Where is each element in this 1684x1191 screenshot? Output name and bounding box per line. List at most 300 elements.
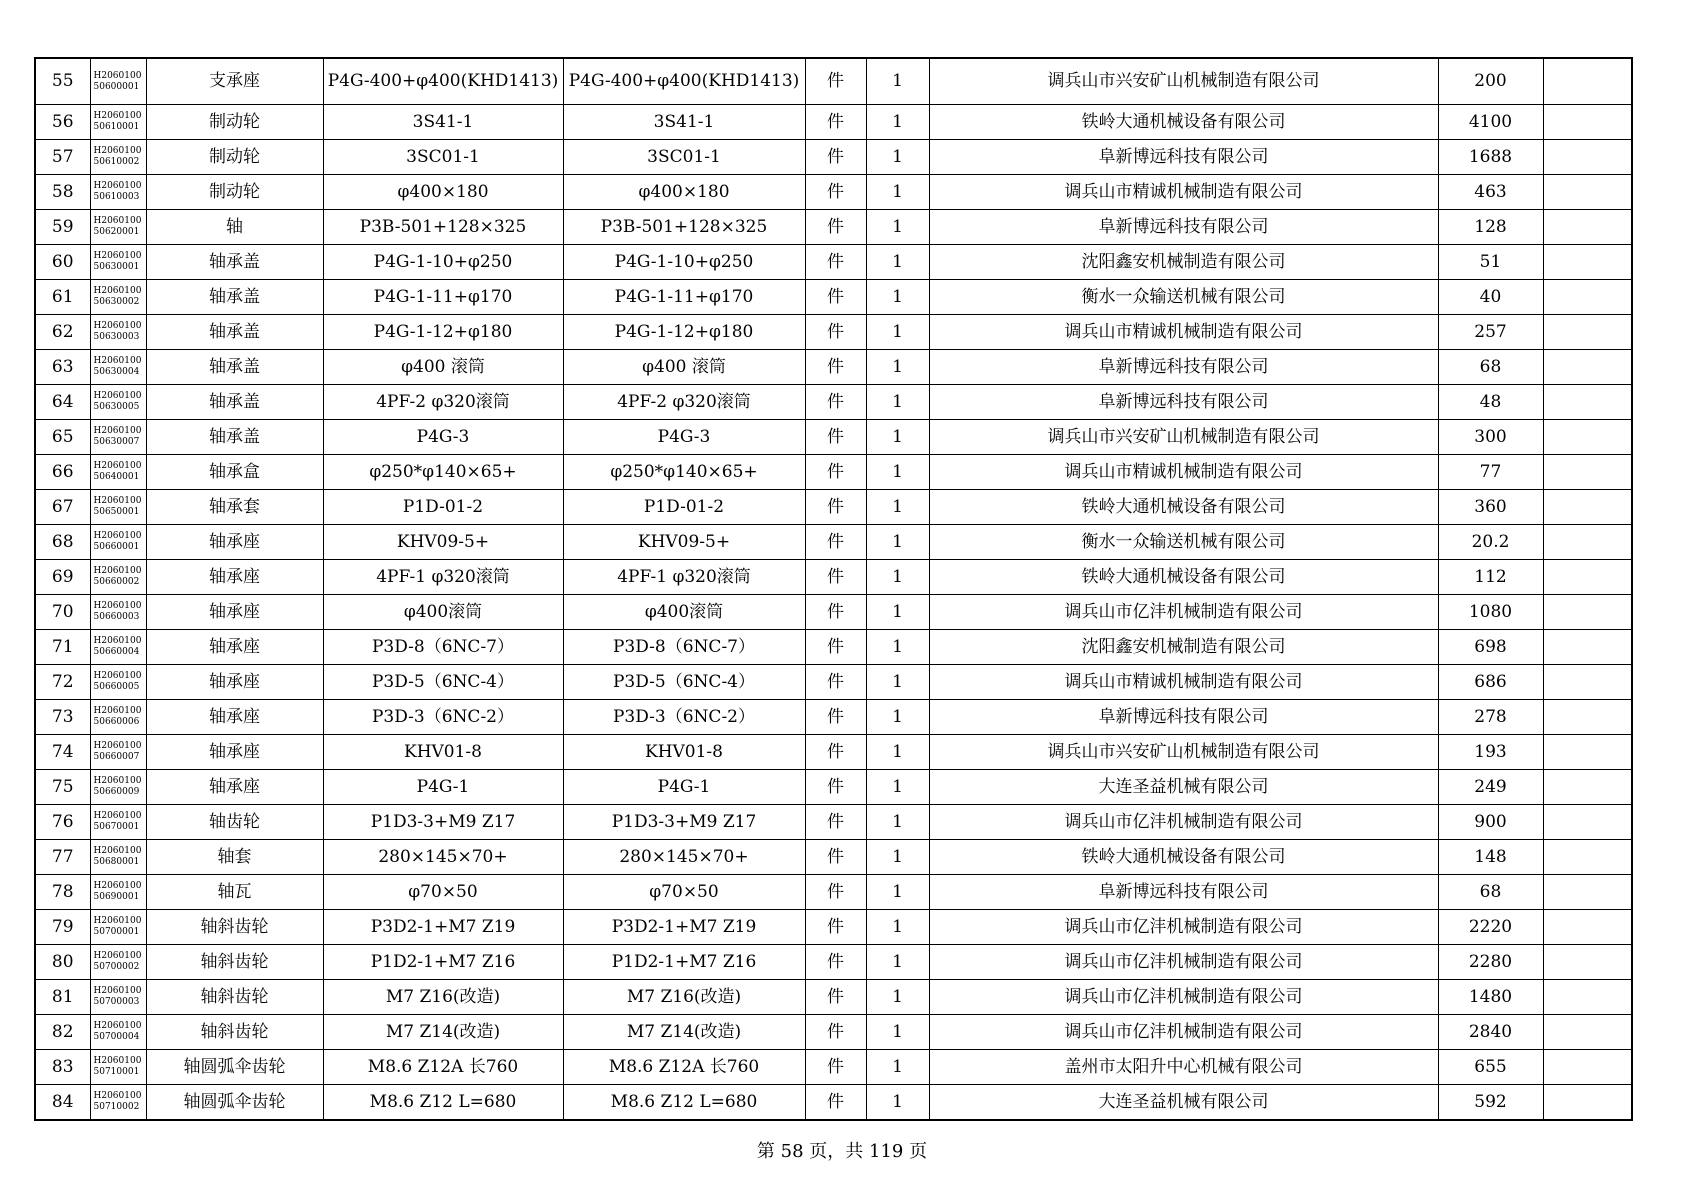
unit-cell: 件 bbox=[805, 1015, 866, 1050]
table-row bbox=[35, 140, 1632, 175]
supplier-cell: 盖州市太阳升中心机械有限公司 bbox=[929, 1050, 1438, 1085]
material-code-line: 50650001 bbox=[93, 507, 140, 517]
supplier-cell: 铁岭大通机械设备有限公司 bbox=[929, 105, 1438, 140]
unit-cell: 件 bbox=[805, 735, 866, 770]
model-cell: φ250*φ140×65+ bbox=[563, 455, 805, 490]
quantity-cell: 1 bbox=[866, 455, 929, 490]
quantity-cell: 1 bbox=[866, 1085, 929, 1121]
material-code-cell bbox=[90, 770, 146, 805]
specification-cell: 4PF-2 φ320滚筒 bbox=[323, 385, 563, 420]
table-row bbox=[35, 245, 1632, 280]
unit-cell: 件 bbox=[805, 700, 866, 735]
supplier-cell: 衡水一众输送机械有限公司 bbox=[929, 525, 1438, 560]
quantity-cell: 1 bbox=[866, 560, 929, 595]
supplier-cell: 调兵山市亿沣机械制造有限公司 bbox=[929, 1015, 1438, 1050]
table-row bbox=[35, 525, 1632, 560]
material-code-cell bbox=[90, 840, 146, 875]
unit-cell: 件 bbox=[805, 560, 866, 595]
supplier-cell: 调兵山市精诚机械制造有限公司 bbox=[929, 455, 1438, 490]
item-name-cell: 轴斜齿轮 bbox=[146, 945, 323, 980]
item-name-cell: 轴斜齿轮 bbox=[146, 1015, 323, 1050]
model-cell: P1D2-1+M7 Z16 bbox=[563, 945, 805, 980]
quantity-cell: 1 bbox=[866, 700, 929, 735]
supplier-cell: 调兵山市精诚机械制造有限公司 bbox=[929, 175, 1438, 210]
item-name-cell: 轴承套 bbox=[146, 490, 323, 525]
row-number-cell: 59 bbox=[35, 210, 90, 245]
remark-cell bbox=[1543, 1085, 1632, 1121]
price-cell: 1480 bbox=[1438, 980, 1543, 1015]
model-cell: 4PF-1 φ320滚筒 bbox=[563, 560, 805, 595]
unit-cell: 件 bbox=[805, 58, 866, 105]
price-cell: 20.2 bbox=[1438, 525, 1543, 560]
supplier-cell: 调兵山市兴安矿山机械制造有限公司 bbox=[929, 58, 1438, 105]
table-row bbox=[35, 455, 1632, 490]
unit-cell: 件 bbox=[805, 910, 866, 945]
item-name-cell: 轴套 bbox=[146, 840, 323, 875]
material-code-cell bbox=[90, 1050, 146, 1085]
row-number-cell: 79 bbox=[35, 910, 90, 945]
model-cell: P4G-1-10+φ250 bbox=[563, 245, 805, 280]
material-code-line: 50640001 bbox=[93, 472, 140, 482]
remark-cell bbox=[1543, 910, 1632, 945]
quantity-cell: 1 bbox=[866, 490, 929, 525]
price-cell: 148 bbox=[1438, 840, 1543, 875]
row-number-cell: 55 bbox=[35, 58, 90, 105]
material-code-line: H2060100 bbox=[93, 671, 142, 681]
remark-cell bbox=[1543, 455, 1632, 490]
remark-cell bbox=[1543, 560, 1632, 595]
unit-cell: 件 bbox=[805, 245, 866, 280]
supplier-cell: 阜新博远科技有限公司 bbox=[929, 350, 1438, 385]
material-code-line: H2060100 bbox=[93, 531, 142, 541]
remark-cell bbox=[1543, 980, 1632, 1015]
quantity-cell: 1 bbox=[866, 525, 929, 560]
item-name-cell: 轴承盖 bbox=[146, 385, 323, 420]
quantity-cell: 1 bbox=[866, 595, 929, 630]
unit-cell: 件 bbox=[805, 420, 866, 455]
specification-cell: 280×145×70+ bbox=[323, 840, 563, 875]
table-row bbox=[35, 1015, 1632, 1050]
row-number-cell: 76 bbox=[35, 805, 90, 840]
material-code-line: H2060100 bbox=[93, 986, 142, 996]
table-row bbox=[35, 315, 1632, 350]
quantity-cell: 1 bbox=[866, 735, 929, 770]
material-code-line: 50670001 bbox=[93, 822, 140, 832]
row-number-cell: 74 bbox=[35, 735, 90, 770]
table-body bbox=[35, 58, 1632, 1120]
item-name-cell: 轴承盒 bbox=[146, 455, 323, 490]
material-code-line: 50660002 bbox=[93, 577, 140, 587]
quantity-cell: 1 bbox=[866, 805, 929, 840]
material-code-cell bbox=[90, 945, 146, 980]
remark-cell bbox=[1543, 210, 1632, 245]
remark-cell bbox=[1543, 385, 1632, 420]
supplier-cell: 铁岭大通机械设备有限公司 bbox=[929, 560, 1438, 595]
item-name-cell: 轴承盖 bbox=[146, 280, 323, 315]
supplier-cell: 沈阳鑫安机械制造有限公司 bbox=[929, 630, 1438, 665]
material-code-line: H2060100 bbox=[93, 916, 142, 926]
quantity-cell: 1 bbox=[866, 105, 929, 140]
quantity-cell: 1 bbox=[866, 315, 929, 350]
specification-cell: P4G-1-12+φ180 bbox=[323, 315, 563, 350]
remark-cell bbox=[1543, 945, 1632, 980]
specification-cell: P4G-1-11+φ170 bbox=[323, 280, 563, 315]
table-row bbox=[35, 1050, 1632, 1085]
price-cell: 900 bbox=[1438, 805, 1543, 840]
specification-cell: 3SC01-1 bbox=[323, 140, 563, 175]
remark-cell bbox=[1543, 175, 1632, 210]
table-row bbox=[35, 385, 1632, 420]
row-number-cell: 68 bbox=[35, 525, 90, 560]
specification-cell: φ250*φ140×65+ bbox=[323, 455, 563, 490]
price-cell: 257 bbox=[1438, 315, 1543, 350]
quantity-cell: 1 bbox=[866, 385, 929, 420]
quantity-cell: 1 bbox=[866, 770, 929, 805]
price-cell: 77 bbox=[1438, 455, 1543, 490]
price-cell: 68 bbox=[1438, 875, 1543, 910]
specification-cell: M7 Z14(改造) bbox=[323, 1015, 563, 1050]
remark-cell bbox=[1543, 665, 1632, 700]
page-footer: 第 58 页，共 119 页 bbox=[756, 1141, 928, 1162]
row-number-cell: 77 bbox=[35, 840, 90, 875]
quantity-cell: 1 bbox=[866, 665, 929, 700]
table-row bbox=[35, 210, 1632, 245]
supplier-cell: 调兵山市亿沣机械制造有限公司 bbox=[929, 910, 1438, 945]
material-code-line: 50630005 bbox=[93, 402, 140, 412]
model-cell: P3B-501+128×325 bbox=[563, 210, 805, 245]
supplier-cell: 调兵山市亿沣机械制造有限公司 bbox=[929, 980, 1438, 1015]
material-code-cell bbox=[90, 455, 146, 490]
material-code-line: H2060100 bbox=[93, 461, 142, 471]
remark-cell bbox=[1543, 1015, 1632, 1050]
remark-cell bbox=[1543, 280, 1632, 315]
quantity-cell: 1 bbox=[866, 630, 929, 665]
material-code-line: H2060100 bbox=[93, 741, 142, 751]
row-number-cell: 71 bbox=[35, 630, 90, 665]
unit-cell: 件 bbox=[805, 980, 866, 1015]
unit-cell: 件 bbox=[805, 595, 866, 630]
item-name-cell: 制动轮 bbox=[146, 105, 323, 140]
row-number-cell: 67 bbox=[35, 490, 90, 525]
material-code-cell bbox=[90, 58, 146, 105]
material-code-cell bbox=[90, 385, 146, 420]
table-row bbox=[35, 560, 1632, 595]
remark-cell bbox=[1543, 58, 1632, 105]
supplier-cell: 沈阳鑫安机械制造有限公司 bbox=[929, 245, 1438, 280]
model-cell: φ70×50 bbox=[563, 875, 805, 910]
specification-cell: P1D2-1+M7 Z16 bbox=[323, 945, 563, 980]
material-code-line: H2060100 bbox=[93, 356, 142, 366]
specification-cell: M7 Z16(改造) bbox=[323, 980, 563, 1015]
unit-cell: 件 bbox=[805, 665, 866, 700]
specification-cell: φ400滚筒 bbox=[323, 595, 563, 630]
material-code-line: H2060100 bbox=[93, 496, 142, 506]
material-code-line: 50630007 bbox=[93, 437, 140, 447]
specification-cell: P4G-1 bbox=[323, 770, 563, 805]
row-number-cell: 65 bbox=[35, 420, 90, 455]
supplier-cell: 铁岭大通机械设备有限公司 bbox=[929, 490, 1438, 525]
row-number-cell: 84 bbox=[35, 1085, 90, 1121]
row-number-cell: 63 bbox=[35, 350, 90, 385]
material-code-line: H2060100 bbox=[93, 391, 142, 401]
material-code-cell bbox=[90, 630, 146, 665]
price-cell: 686 bbox=[1438, 665, 1543, 700]
model-cell: φ400滚筒 bbox=[563, 595, 805, 630]
model-cell: P4G-400+φ400(KHD1413) bbox=[563, 58, 805, 105]
specification-cell: P1D3-3+M9 Z17 bbox=[323, 805, 563, 840]
material-code-line: H2060100 bbox=[93, 706, 142, 716]
material-code-line: 50610003 bbox=[93, 192, 140, 202]
row-number-cell: 82 bbox=[35, 1015, 90, 1050]
specification-cell: φ70×50 bbox=[323, 875, 563, 910]
item-name-cell: 轴承座 bbox=[146, 595, 323, 630]
quantity-cell: 1 bbox=[866, 245, 929, 280]
material-code-line: H2060100 bbox=[93, 70, 142, 81]
quantity-cell: 1 bbox=[866, 420, 929, 455]
table-row bbox=[35, 665, 1632, 700]
material-code-line: H2060100 bbox=[93, 1056, 142, 1066]
price-cell: 698 bbox=[1438, 630, 1543, 665]
material-code-cell bbox=[90, 980, 146, 1015]
material-code-line: 50680001 bbox=[93, 857, 140, 867]
specification-cell: P3D-8（6NC-7） bbox=[323, 630, 563, 665]
row-number-cell: 78 bbox=[35, 875, 90, 910]
item-name-cell: 轴承座 bbox=[146, 770, 323, 805]
item-name-cell: 轴斜齿轮 bbox=[146, 910, 323, 945]
material-code-line: H2060100 bbox=[93, 1021, 142, 1031]
quantity-cell: 1 bbox=[866, 945, 929, 980]
material-code-line: H2060100 bbox=[93, 846, 142, 856]
item-name-cell: 轴承盖 bbox=[146, 420, 323, 455]
table-row bbox=[35, 700, 1632, 735]
price-cell: 200 bbox=[1438, 58, 1543, 105]
model-cell: P1D-01-2 bbox=[563, 490, 805, 525]
quantity-cell: 1 bbox=[866, 175, 929, 210]
row-number-cell: 70 bbox=[35, 595, 90, 630]
unit-cell: 件 bbox=[805, 350, 866, 385]
material-code-cell bbox=[90, 175, 146, 210]
specification-cell: φ400×180 bbox=[323, 175, 563, 210]
unit-cell: 件 bbox=[805, 455, 866, 490]
supplier-cell: 大连圣益机械有限公司 bbox=[929, 770, 1438, 805]
remark-cell bbox=[1543, 840, 1632, 875]
supplier-cell: 阜新博远科技有限公司 bbox=[929, 210, 1438, 245]
row-number-cell: 80 bbox=[35, 945, 90, 980]
material-code-line: 50700003 bbox=[93, 997, 140, 1007]
remark-cell bbox=[1543, 420, 1632, 455]
unit-cell: 件 bbox=[805, 1050, 866, 1085]
price-cell: 193 bbox=[1438, 735, 1543, 770]
model-cell: P1D3-3+M9 Z17 bbox=[563, 805, 805, 840]
table-row bbox=[35, 980, 1632, 1015]
material-code-line: 50660005 bbox=[93, 682, 140, 692]
remark-cell bbox=[1543, 140, 1632, 175]
specification-cell: P3B-501+128×325 bbox=[323, 210, 563, 245]
quantity-cell: 1 bbox=[866, 1050, 929, 1085]
specification-cell: P1D-01-2 bbox=[323, 490, 563, 525]
unit-cell: 件 bbox=[805, 630, 866, 665]
material-code-line: H2060100 bbox=[93, 601, 142, 611]
row-number-cell: 57 bbox=[35, 140, 90, 175]
model-cell: P3D-5（6NC-4） bbox=[563, 665, 805, 700]
model-cell: P4G-1-11+φ170 bbox=[563, 280, 805, 315]
material-code-cell bbox=[90, 910, 146, 945]
material-code-line: 50660004 bbox=[93, 647, 140, 657]
price-cell: 278 bbox=[1438, 700, 1543, 735]
material-code-cell bbox=[90, 420, 146, 455]
specification-cell: KHV01-8 bbox=[323, 735, 563, 770]
unit-cell: 件 bbox=[805, 385, 866, 420]
table-row bbox=[35, 175, 1632, 210]
supplier-cell: 阜新博远科技有限公司 bbox=[929, 700, 1438, 735]
supplier-cell: 调兵山市兴安矿山机械制造有限公司 bbox=[929, 420, 1438, 455]
material-code-line: 50700002 bbox=[93, 962, 140, 972]
table-row bbox=[35, 595, 1632, 630]
quantity-cell: 1 bbox=[866, 910, 929, 945]
material-code-line: H2060100 bbox=[93, 111, 142, 121]
specification-cell: KHV09-5+ bbox=[323, 525, 563, 560]
table-row bbox=[35, 280, 1632, 315]
supplier-cell: 阜新博远科技有限公司 bbox=[929, 385, 1438, 420]
model-cell: 3S41-1 bbox=[563, 105, 805, 140]
table-row bbox=[35, 420, 1632, 455]
unit-cell: 件 bbox=[805, 770, 866, 805]
price-cell: 1688 bbox=[1438, 140, 1543, 175]
material-code-cell bbox=[90, 700, 146, 735]
table-row bbox=[35, 875, 1632, 910]
quantity-cell: 1 bbox=[866, 840, 929, 875]
unit-cell: 件 bbox=[805, 840, 866, 875]
row-number-cell: 83 bbox=[35, 1050, 90, 1085]
price-cell: 360 bbox=[1438, 490, 1543, 525]
price-cell: 2840 bbox=[1438, 1015, 1543, 1050]
material-code-line: H2060100 bbox=[93, 566, 142, 576]
material-code-line: 50630003 bbox=[93, 332, 140, 342]
row-number-cell: 72 bbox=[35, 665, 90, 700]
material-code-cell bbox=[90, 595, 146, 630]
material-code-line: 50630004 bbox=[93, 367, 140, 377]
remark-cell bbox=[1543, 105, 1632, 140]
price-cell: 249 bbox=[1438, 770, 1543, 805]
unit-cell: 件 bbox=[805, 875, 866, 910]
unit-cell: 件 bbox=[805, 105, 866, 140]
item-name-cell: 轴圆弧伞齿轮 bbox=[146, 1050, 323, 1085]
material-code-line: H2060100 bbox=[93, 881, 142, 891]
row-number-cell: 64 bbox=[35, 385, 90, 420]
table-row bbox=[35, 840, 1632, 875]
price-cell: 463 bbox=[1438, 175, 1543, 210]
row-number-cell: 58 bbox=[35, 175, 90, 210]
model-cell: 4PF-2 φ320滚筒 bbox=[563, 385, 805, 420]
material-code-line: 50710002 bbox=[93, 1102, 140, 1112]
item-name-cell: 制动轮 bbox=[146, 175, 323, 210]
material-code-line: 50660006 bbox=[93, 717, 140, 727]
price-cell: 655 bbox=[1438, 1050, 1543, 1085]
specification-cell: P4G-1-10+φ250 bbox=[323, 245, 563, 280]
remark-cell bbox=[1543, 595, 1632, 630]
quantity-cell: 1 bbox=[866, 875, 929, 910]
material-code-cell bbox=[90, 875, 146, 910]
supplier-cell: 调兵山市亿沣机械制造有限公司 bbox=[929, 945, 1438, 980]
remark-cell bbox=[1543, 315, 1632, 350]
unit-cell: 件 bbox=[805, 945, 866, 980]
material-code-line: 50710001 bbox=[93, 1067, 140, 1077]
specification-cell: φ400 滚筒 bbox=[323, 350, 563, 385]
material-code-line: H2060100 bbox=[93, 181, 142, 191]
item-name-cell: 轴承座 bbox=[146, 525, 323, 560]
material-code-line: 50630002 bbox=[93, 297, 140, 307]
specification-cell: 4PF-1 φ320滚筒 bbox=[323, 560, 563, 595]
material-code-line: 50700001 bbox=[93, 927, 140, 937]
quantity-cell: 1 bbox=[866, 350, 929, 385]
item-name-cell: 轴斜齿轮 bbox=[146, 980, 323, 1015]
quantity-cell: 1 bbox=[866, 1015, 929, 1050]
unit-cell: 件 bbox=[805, 280, 866, 315]
price-cell: 1080 bbox=[1438, 595, 1543, 630]
material-code-line: H2060100 bbox=[93, 1091, 142, 1101]
table-row bbox=[35, 805, 1632, 840]
specification-cell: P3D-3（6NC-2） bbox=[323, 700, 563, 735]
supplier-cell: 调兵山市精诚机械制造有限公司 bbox=[929, 665, 1438, 700]
model-cell: M7 Z16(改造) bbox=[563, 980, 805, 1015]
supplier-cell: 阜新博远科技有限公司 bbox=[929, 875, 1438, 910]
item-name-cell: 轴承座 bbox=[146, 630, 323, 665]
specification-cell: M8.6 Z12 L=680 bbox=[323, 1085, 563, 1121]
remark-cell bbox=[1543, 350, 1632, 385]
supplier-cell: 调兵山市兴安矿山机械制造有限公司 bbox=[929, 735, 1438, 770]
remark-cell bbox=[1543, 630, 1632, 665]
price-cell: 40 bbox=[1438, 280, 1543, 315]
material-code-line: H2060100 bbox=[93, 951, 142, 961]
model-cell: P4G-3 bbox=[563, 420, 805, 455]
material-code-line: 50690001 bbox=[93, 892, 140, 902]
model-cell: 3SC01-1 bbox=[563, 140, 805, 175]
model-cell: 280×145×70+ bbox=[563, 840, 805, 875]
material-code-line: 50600001 bbox=[93, 81, 140, 92]
supplier-cell: 衡水一众输送机械有限公司 bbox=[929, 280, 1438, 315]
table-row bbox=[35, 350, 1632, 385]
material-code-line: H2060100 bbox=[93, 251, 142, 261]
table-row bbox=[35, 58, 1632, 105]
table-row bbox=[35, 735, 1632, 770]
unit-cell: 件 bbox=[805, 805, 866, 840]
item-name-cell: 轴承盖 bbox=[146, 245, 323, 280]
unit-cell: 件 bbox=[805, 1085, 866, 1121]
price-cell: 68 bbox=[1438, 350, 1543, 385]
model-cell: M8.6 Z12A 长760 bbox=[563, 1050, 805, 1085]
table-row bbox=[35, 945, 1632, 980]
specification-cell: P4G-400+φ400(KHD1413) bbox=[323, 58, 563, 105]
item-name-cell: 支承座 bbox=[146, 58, 323, 105]
material-code-line: 50610001 bbox=[93, 122, 140, 132]
remark-cell bbox=[1543, 245, 1632, 280]
quantity-cell: 1 bbox=[866, 210, 929, 245]
price-table bbox=[34, 57, 1633, 1121]
price-cell: 48 bbox=[1438, 385, 1543, 420]
price-cell: 592 bbox=[1438, 1085, 1543, 1121]
model-cell: KHV09-5+ bbox=[563, 525, 805, 560]
material-code-line: H2060100 bbox=[93, 216, 142, 226]
unit-cell: 件 bbox=[805, 140, 866, 175]
model-cell: M7 Z14(改造) bbox=[563, 1015, 805, 1050]
item-name-cell: 制动轮 bbox=[146, 140, 323, 175]
supplier-cell: 调兵山市精诚机械制造有限公司 bbox=[929, 315, 1438, 350]
row-number-cell: 69 bbox=[35, 560, 90, 595]
item-name-cell: 轴承盖 bbox=[146, 350, 323, 385]
price-cell: 4100 bbox=[1438, 105, 1543, 140]
quantity-cell: 1 bbox=[866, 980, 929, 1015]
material-code-cell bbox=[90, 210, 146, 245]
